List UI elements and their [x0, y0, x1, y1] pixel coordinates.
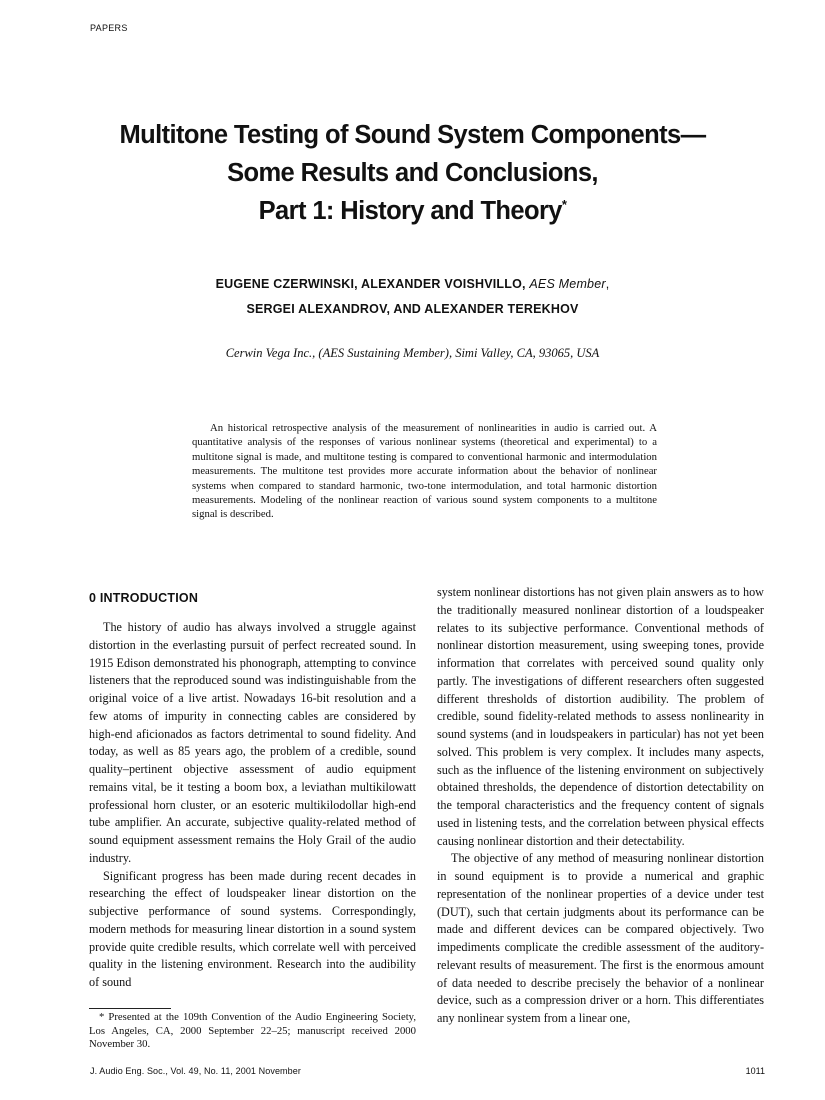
author-list [100, 272, 725, 322]
footnote-divider [89, 1008, 171, 1009]
running-head: PAPERS [90, 23, 128, 33]
body-paragraph: system nonlinear distortions has not given plain answers as to how the traditionally measured nonlinear distortion of a loudspeaker relates to its subjective performance. Conventional methods of nonlinear distortion measurement, using sweeping tones, provide information that correlates with perceived sound quality only partly. The investigations of different researchers often suggested different thresholds of distortion audibility. The problem of credible, sound fidelity-related methods to assess nonlinearity in sound systems (and in loudspeakers in particular) has not yet been solved. This problem is very complex. It includes many aspects, such as the influence of the listening environment on subjectively obtained thresholds, the dependence of distortion detectability on the temporal characteristics and the frequency content of signals used in listening tests, and the correlation between physical effects causing nonlinear distortion and their detectability. [437, 585, 764, 848]
abstract: An historical retrospective analysis of the measurement of nonlinearities in audio is carried out. A quantitative analysis of the responses of various nonlinear systems (theoretical and experimental) to a multitone signal is made, and multitone testing is compared to conventional harmonic and intermodulation measurements. The multitone test provides more accurate information about the behavior of nonlinear systems when compared to standard harmonic, two-tone intermodulation, and total harmonic distortion measurements. Modeling of the nonlinear reaction of various sound system components to a multitone signal is described. [192, 422, 657, 521]
author-line-1-tail: , [605, 277, 610, 291]
section-heading-introduction: 0 INTRODUCTION [89, 591, 199, 605]
left-column [89, 584, 416, 992]
aes-member-label: AES Member [529, 277, 606, 291]
right-column [437, 584, 764, 1028]
footer-journal-citation: J. Audio Eng. Soc., Vol. 49, No. 11, 2001 November [90, 1066, 301, 1076]
author-line-2: SERGEI ALEXANDROV, AND ALEXANDER TEREKHOV [246, 302, 579, 316]
body-paragraph: The history of audio has always involved a struggle against distortion in the everlasting pursuit of perfect recreated sound. In 1915 Edison demonstrated his phonograph, attempting to convince listeners that the reproduced sound was indistinguishable from the original voice of a live artist. Nowadays 16-bit resolution and a few atoms of impurity in connecting cables are considered by high-end aficionados as factors detrimental to sound fidelity. And today, as well as 85 years ago, the problem of a credible, sound quality–pertinent objective assessment of audio equipment remains vital, be it testing a boom box, a leviathan multikilowatt professional horn cluster, or an esoteric multikilodollar high-end tube amplifier. An accurate, subjective quality-related method of sound equipment assessment remains the Holy Grail of the audio industry. [89, 620, 416, 865]
paper-title [100, 116, 725, 230]
footer-page-number: 1011 [745, 1066, 765, 1076]
affiliation: Cerwin Vega Inc., (AES Sustaining Member), Simi Valley, CA, 93065, USA [225, 346, 600, 360]
body-paragraph: The objective of any method of measuring nonlinear distortion in sound equipment is to provide a numerical and graphic representation of the nonlinear properties of a device under test (DUT), such that certain judgments about its performance can be made and different devices can be compared objectively. Two impediments complicate the credible assessment of the auditory-relevant results of measurement. The first is the enormous amount of data needed to describe precisely the behavior of a nonlinear device, such as a compression driver or a horn. This differentiates any nonlinear system from a linear one, [437, 851, 764, 1025]
title-line-3 [100, 192, 725, 230]
footnote: * Presented at the 109th Convention of the Audio Engineering Society, Los Angeles, CA, 2000 September 22–25; manuscript received 2000 November 30. [89, 1011, 416, 1050]
title-footnote-mark[interactable]: * [561, 197, 567, 212]
title-line-1: Multitone Testing of Sound System Components— [119, 121, 706, 149]
author-names-1: EUGENE CZERWINSKI, ALEXANDER VOISHVILLO, [215, 277, 526, 291]
body-paragraph: Significant progress has been made during recent decades in researching the effect of loudspeaker linear distortion on the subjective performance of sound systems. Correspondingly, modern methods for measuring linear distortion in a sound system provide quite credible results, which correlate well with perceived quality in the listening environment. Research into the audibility of sound [89, 868, 416, 989]
title-line-2: Some Results and Conclusions, [227, 159, 598, 187]
author-line-1 [100, 272, 725, 297]
title-line-3-text: Part 1: History and Theory [258, 197, 562, 225]
